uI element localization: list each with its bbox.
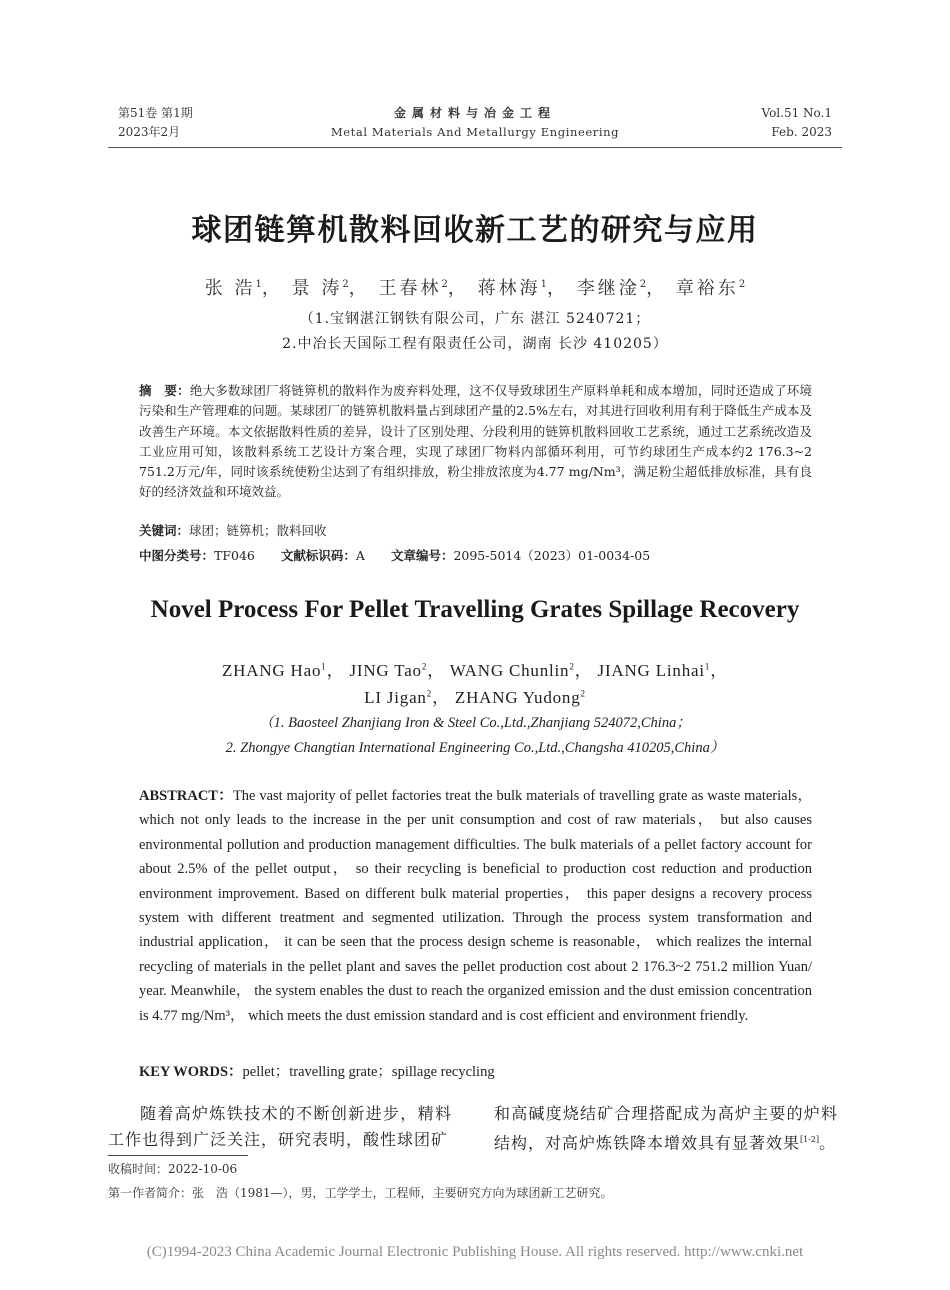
authors-en-line1: ZHANG Hao$^1$， JING Tao$^2$， WANG Chunlin$^2$， JIANG Linhai$^1$，	[222, 661, 728, 680]
author-cn: 章裕东	[675, 278, 739, 299]
article-no-label: 文章编号：	[390, 548, 454, 563]
clc-label: 中图分类号：	[139, 548, 215, 563]
author-aff: 2	[569, 661, 575, 672]
abstract-en-text: The vast majority of pellet factories treat the bulk materials of travelling grate as waste materials， which not only leads to the increase in the per unit consumption and cost of raw materials， but also causes environmental pollution and production management difficulties. The bulk materials of a pellet factory account for about 2.5% of the pellet output， so their recycling is beneficial to production cost reduction and production environment improvement. Based on different bulk material properties， this paper designs a recovery process system with different treatment and segmented utilization. Through the process system transformation and industrial application， it can be seen that the process design scheme is reasonable， which realizes the internal recycling of materials in the pellet plant and saves the pellet production cost about 2 176.3~2 751.2 million Yuan/ year. Meanwhile， the system enables the dust to reach the organized emission and the dust emission concentration is 4.77 mg/Nm³， which meets the dust emission standard and is cost efficient and environment friendly.	[139, 788, 813, 1024]
doc-code-value: A	[355, 548, 365, 563]
affiliation-cn-1: （1.宝钢湛江钢铁有限公司，广东 湛江 5240721；	[299, 311, 651, 327]
author-aff: 1	[321, 661, 327, 672]
journal-name-cn: 金属材料与冶金工程	[393, 106, 556, 120]
author-cn: 李继淦	[576, 278, 640, 299]
title-en: Novel Process For Pellet Travelling Grates Spillage Recovery	[150, 596, 800, 623]
author-en: JIANG Linhai	[597, 661, 705, 680]
keywords-cn-text: 球团；链箅机；散料回收	[189, 523, 327, 538]
header-journal	[280, 104, 670, 142]
affiliation-en-1: （1. Baosteel Zhanjiang Iron & Steel Co.,Ltd.,Zhanjiang 524072,China；	[259, 715, 691, 731]
author-en: ZHANG Hao	[222, 661, 322, 680]
body-right-end: 。	[819, 1133, 837, 1153]
citation-ref[interactable]: [1-2]	[800, 1135, 820, 1144]
author-aff: 2	[441, 279, 448, 290]
author-cn: 张 浩	[204, 278, 256, 299]
author-aff: 1	[255, 279, 262, 290]
author-aff: 2	[738, 279, 746, 290]
affiliation-cn-2: 2.中冶长天国际工程有限责任公司，湖南 长沙 410205）	[282, 336, 668, 352]
keywords-cn-label: 关键词：	[139, 523, 190, 538]
header-divider	[108, 147, 842, 148]
header-volume-en	[762, 104, 833, 142]
author-aff: 1	[704, 661, 711, 672]
author-aff: 2	[639, 279, 647, 290]
author-en: ZHANG Yudong	[454, 688, 581, 707]
title-cn: 球团链箅机散料回收新工艺的研究与应用	[191, 213, 759, 248]
body-right-text: 和高碱度烧结矿合理搭配成为高炉主要的炉料结构，对高炉炼铁降本增效具有显著效果	[494, 1104, 838, 1153]
author-en: JING Tao	[349, 661, 422, 680]
footnote-divider	[108, 1155, 248, 1156]
copyright-notice: (C)1994-2023 China Academic Journal Electronic Publishing House. All rights reserved. http://www.cnki.net	[146, 1244, 804, 1260]
abstract-cn-label: 摘 要：	[139, 383, 190, 398]
doc-code-label: 文献标识码：	[280, 548, 356, 563]
volume-issue-cn: 第51卷 第1期	[118, 106, 193, 120]
body-column-left: 随着高炉炼铁技术的不断创新进步，精料工作也得到广泛关注，研究表明，酸性球团矿	[108, 1104, 452, 1149]
author-cn: 蒋林海	[477, 278, 541, 299]
author-aff: 1	[540, 279, 547, 290]
authors-cn: 张 浩$^1$， 景 涛$^2$， 王春林$^2$， 蒋林海$^1$， 李继淦$^2$， 章裕东$^2$	[204, 278, 746, 299]
article-no-value: 2095-5014（2023）01-0034-05	[453, 548, 651, 563]
abstract-en	[139, 784, 812, 1028]
keywords-en-text: pellet；travelling grate；spillage recycling	[242, 1064, 495, 1080]
volume-issue-en: Vol.51 No.1	[761, 106, 832, 120]
date-cn: 2023年2月	[118, 125, 181, 139]
clc-value: TF046	[214, 548, 255, 563]
author-aff: 2	[426, 688, 433, 699]
author-cn: 景 涛	[291, 278, 343, 299]
abstract-cn-text: 绝大多数球团厂将链箅机的散料作为废弃料处理，这不仅导致球团生产原料单耗和成本增加，同时还造成了环境污染和生产管理难的问题。某球团厂的链箅机散料量占到球团产量的2.5%左右，对其进行回收利用有利于降低生产成本及改善生产环境。本文依据散料性质的差异，设计了区别处理、分段利用的链箅机散料回收工艺系统，通过工艺系统改造及工业应用可知，该散料系统工艺设计方案合理，实现了球团厂物料内部循环利用，可节约球团生产成本约2 176.3~2 751.2万元/年，同时该系统使粉尘达到了有组织排放，粉尘排放浓度为4.77 mg/Nm³，满足粉尘超低排放标准，具有良好的经济效益和环境效益。	[139, 383, 812, 500]
keywords-cn	[139, 522, 327, 540]
header-volume-cn	[118, 104, 193, 142]
author-cn: 王春林	[378, 278, 442, 299]
footnote-received: 收稿时间：2022-10-06	[108, 1162, 238, 1176]
journal-name-en: Metal Materials And Metallurgy Engineering	[330, 125, 620, 139]
author-en: WANG Chunlin	[449, 661, 570, 680]
author-aff: 2	[421, 661, 428, 672]
body-column-right	[494, 1101, 838, 1156]
author-en: LI Jigan	[364, 688, 427, 707]
author-aff: 2	[342, 279, 349, 290]
abstract-en-label: ABSTRACT：	[139, 788, 233, 804]
date-en: Feb. 2023	[771, 125, 832, 139]
affiliation-en-2: 2. Zhongye Changtian International Engineering Co.,Ltd.,Changsha 410205,China）	[225, 740, 725, 756]
footnote-author: 第一作者简介：张 浩（1981—），男，工学学士，工程师，主要研究方向为球团新工艺研究。	[108, 1186, 613, 1200]
classification-row	[139, 547, 650, 565]
abstract-cn	[139, 381, 812, 503]
keywords-en	[139, 1060, 495, 1081]
keywords-en-label: KEY WORDS：	[139, 1064, 243, 1080]
author-aff: 2	[580, 688, 586, 699]
authors-en-line2: LI Jigan$^2$， ZHANG Yudong$^2$	[364, 688, 586, 707]
